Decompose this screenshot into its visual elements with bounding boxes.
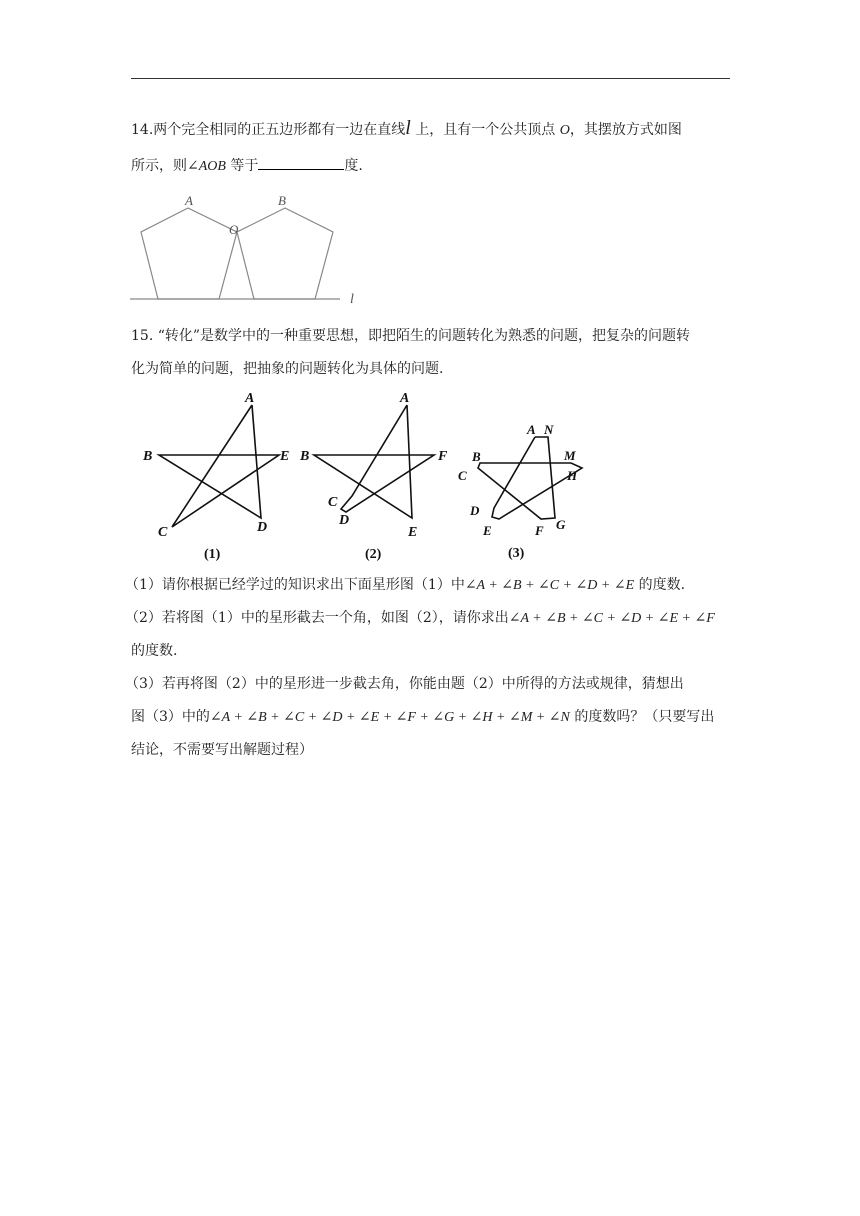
q15-part1 (125, 574, 685, 597)
label-c: C (458, 468, 467, 483)
label-e: E (408, 525, 418, 540)
part3-expr: ∠A + ∠B + ∠C + ∠D + ∠E + ∠F + ∠G + ∠H + ∠M + ∠N (209, 710, 570, 725)
label-d: D (257, 520, 268, 535)
q15-part3: （3）若再将图（2）中的星形进一步截去角，你能由题（2）中所得的方法或规律，猜想出 (125, 676, 684, 692)
line-symbol: l (405, 117, 411, 139)
label-n: N (544, 422, 554, 437)
label-d: D (339, 513, 350, 528)
q14-line2 (131, 155, 363, 178)
q14-text: 所示，则 (131, 158, 187, 174)
q15-part2-end: 的度数. (131, 643, 178, 659)
part3-text: 图（3）中的 (131, 709, 210, 725)
part2-expr: ∠A + ∠B + ∠C + ∠D + ∠E + ∠F (508, 611, 715, 626)
label-m: M (564, 448, 576, 463)
label-a: A (185, 193, 193, 208)
caption-3: (3) (508, 546, 525, 561)
header-rule (131, 78, 730, 79)
answer-blank[interactable] (258, 155, 344, 170)
caption-2: (2) (365, 547, 382, 562)
q15-part3-line3: 结论，不需要写出解题过程） (131, 742, 313, 758)
q15-line1: 15. “转化”是数学中的一种重要思想，即把陌生的问题转化为熟悉的问题，把复杂的问题转 (131, 328, 691, 344)
label-b: B (300, 449, 310, 464)
part1-text: 的度数. (634, 577, 686, 593)
pentagon-left (141, 208, 237, 299)
label-e: E (280, 449, 290, 464)
part3-text: 的度数吗？（只要写出 (569, 709, 715, 725)
figure-star-1 (138, 388, 298, 566)
label-a: A (527, 422, 536, 437)
q14-text: 度. (344, 158, 363, 174)
label-a: A (400, 391, 410, 406)
figure-star-3 (455, 412, 595, 566)
label-d: D (470, 503, 480, 518)
q14-text: 上，且有一个公共顶点 (410, 122, 560, 138)
label-o: O (229, 222, 239, 237)
label-b: B (278, 193, 286, 208)
angle-aob: ∠AOB (187, 159, 226, 174)
pentagon-right (237, 208, 333, 299)
vertex-o: O (559, 123, 570, 138)
label-c: C (328, 495, 338, 510)
q14-text: 等于 (225, 158, 259, 174)
label-f: F (535, 523, 544, 538)
part1-expr: ∠A + ∠B + ∠C + ∠D + ∠E (464, 578, 635, 593)
label-a: A (245, 391, 255, 406)
label-h: H (567, 468, 578, 483)
label-g: G (556, 517, 566, 532)
label-l: l (350, 292, 354, 307)
figure-star-2 (298, 388, 458, 566)
star-1-path (159, 405, 279, 527)
label-b: B (472, 449, 481, 464)
part1-text: （1）请你根据已经学过的知识求出下面星形图（1）中 (125, 577, 465, 593)
q15-part2 (125, 607, 715, 630)
q14-text: 14.两个完全相同的正五边形都有一边在直线 (131, 122, 406, 138)
label-e: E (483, 523, 492, 538)
figure-pentagons (128, 190, 368, 308)
q14-text: ，其摆放方式如图 (569, 122, 682, 138)
label-f: F (438, 449, 448, 464)
part2-text: （2）若将图（1）中的星形截去一个角，如图（2），请你求出 (125, 610, 509, 626)
caption-1: (1) (204, 547, 221, 562)
label-b: B (143, 449, 153, 464)
q15-line2: 化为简单的问题，把抽象的问题转化为具体的问题. (131, 361, 444, 377)
label-c: C (158, 525, 168, 540)
q15-part3-line2 (131, 706, 714, 729)
q14-line1 (131, 117, 682, 142)
